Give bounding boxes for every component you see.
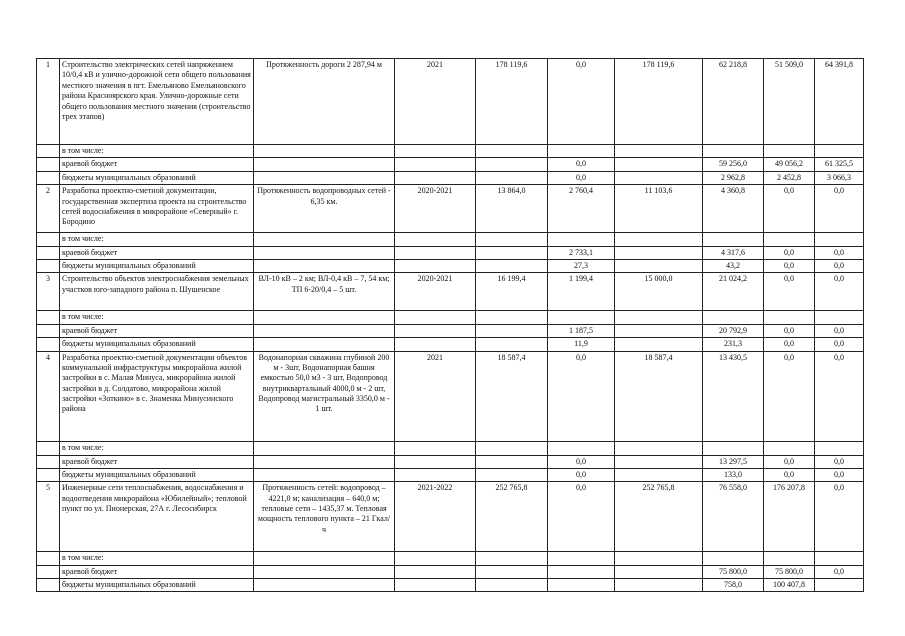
- cell-name: краевой бюджет: [60, 455, 254, 468]
- cell-value-4: [703, 233, 764, 246]
- table-row: [37, 552, 864, 565]
- cell-number: [37, 552, 60, 565]
- cell-value-2: [548, 565, 615, 578]
- cell-value-4: [703, 145, 764, 158]
- table-row: [37, 171, 864, 184]
- cell-characteristics: [254, 311, 395, 324]
- cell-characteristics: [254, 552, 395, 565]
- cell-value-5: [764, 552, 815, 565]
- cell-value-3: [615, 233, 703, 246]
- cell-name: Строительство объектов электроснабжения земельных участков юго-западного района п. Шушенское: [60, 273, 254, 311]
- cell-value-5: 2 452,8: [764, 171, 815, 184]
- cell-value-5: 0,0: [764, 185, 815, 233]
- cell-value-4: 76 558,0: [703, 482, 764, 552]
- table-row: [37, 324, 864, 337]
- cell-period: 2020-2021: [395, 273, 476, 311]
- cell-value-2: 1 199,4: [548, 273, 615, 311]
- cell-value-6: 0,0: [815, 246, 864, 259]
- cell-characteristics: [254, 441, 395, 455]
- cell-value-4: 59 256,0: [703, 158, 764, 171]
- cell-total: [476, 441, 548, 455]
- cell-value-4: [703, 552, 764, 565]
- cell-characteristics: Протяженность водопроводных сетей - 6,35 км.: [254, 185, 395, 233]
- cell-total: [476, 233, 548, 246]
- cell-number: [37, 441, 60, 455]
- cell-value-4: 4 360,8: [703, 185, 764, 233]
- cell-characteristics: [254, 158, 395, 171]
- cell-value-2: [548, 145, 615, 158]
- cell-period: 2021: [395, 351, 476, 441]
- cell-characteristics: [254, 579, 395, 592]
- cell-number: [37, 145, 60, 158]
- table-row: [37, 233, 864, 246]
- cell-period: [395, 158, 476, 171]
- cell-value-6: 0,0: [815, 565, 864, 578]
- table-row: [37, 482, 864, 552]
- table-row: [37, 185, 864, 233]
- cell-characteristics: [254, 145, 395, 158]
- cell-value-3: [615, 311, 703, 324]
- cell-period: [395, 441, 476, 455]
- cell-value-3: [615, 441, 703, 455]
- cell-value-6: [815, 233, 864, 246]
- cell-value-3: [615, 579, 703, 592]
- cell-name: бюджеты муниципальных образований: [60, 338, 254, 351]
- cell-value-2: 0,0: [548, 455, 615, 468]
- cell-value-2: 0,0: [548, 59, 615, 145]
- cell-value-5: [764, 145, 815, 158]
- cell-value-2: [548, 233, 615, 246]
- cell-value-5: 0,0: [764, 455, 815, 468]
- cell-name: краевой бюджет: [60, 246, 254, 259]
- cell-total: [476, 455, 548, 468]
- cell-number: [37, 259, 60, 272]
- cell-value-4: 2 962,8: [703, 171, 764, 184]
- budget-table: [36, 58, 864, 592]
- cell-total: [476, 324, 548, 337]
- cell-name: Разработка проектно-сметной документации объектов коммунальной инфраструктуры микрорайона жилой застройки в с. Малая Минуса, микрорайона жилой застройки в д. Солдатово, микрорайона жилой застройки «Зоткино» в с. Знаменка Минусинского района: [60, 351, 254, 441]
- cell-characteristics: [254, 233, 395, 246]
- cell-value-2: 1 187,5: [548, 324, 615, 337]
- cell-value-5: [764, 233, 815, 246]
- cell-characteristics: [254, 455, 395, 468]
- cell-value-6: 0,0: [815, 468, 864, 481]
- cell-period: 2021: [395, 59, 476, 145]
- cell-value-4: [703, 311, 764, 324]
- cell-value-3: 252 765,8: [615, 482, 703, 552]
- cell-value-2: 0,0: [548, 482, 615, 552]
- cell-value-2: 0,0: [548, 158, 615, 171]
- cell-value-6: [815, 145, 864, 158]
- cell-name: бюджеты муниципальных образований: [60, 259, 254, 272]
- cell-value-4: 13 297,5: [703, 455, 764, 468]
- cell-name: краевой бюджет: [60, 158, 254, 171]
- cell-period: [395, 171, 476, 184]
- cell-characteristics: Протяженность дороги 2 287,94 м: [254, 59, 395, 145]
- cell-value-2: 2 760,4: [548, 185, 615, 233]
- cell-period: [395, 579, 476, 592]
- cell-number: [37, 311, 60, 324]
- cell-value-5: 51 509,0: [764, 59, 815, 145]
- cell-name: бюджеты муниципальных образований: [60, 579, 254, 592]
- cell-value-2: 0,0: [548, 171, 615, 184]
- cell-value-3: [615, 455, 703, 468]
- cell-value-6: 0,0: [815, 185, 864, 233]
- cell-number: [37, 455, 60, 468]
- table-row: [37, 59, 864, 145]
- cell-value-4: [703, 441, 764, 455]
- cell-name: Строительство электрических сетей напряжением 10/0,4 кВ и улично-дорожной сети общего пользования местного значения в пгт. Емельяново Емельяновского района Красноярского края. Улично-дорожные сети общего пользования местного значения (строительство трех этапов): [60, 59, 254, 145]
- cell-period: [395, 311, 476, 324]
- cell-period: [395, 552, 476, 565]
- cell-total: [476, 552, 548, 565]
- cell-total: [476, 259, 548, 272]
- cell-name: Инженерные сети теплоснабжения, водоснабжения и водоотведения микрорайона «Юбилейный»; тепловой пункт по ул. Пионерская, 27А г. Лесосибирск: [60, 482, 254, 552]
- cell-value-5: 0,0: [764, 338, 815, 351]
- cell-value-6: 0,0: [815, 351, 864, 441]
- cell-number: [37, 579, 60, 592]
- cell-value-5: 0,0: [764, 259, 815, 272]
- cell-number: [37, 171, 60, 184]
- cell-characteristics: Водонапорная скважина глубиной 200 м - 3шт, Водонапорная башня емкостью 50,0 м3 - 3 шт, Водопровод внутриквартальный 4000,0 м - 2 шт, Водопровод магистральный 3350,0 м - 1 шт.: [254, 351, 395, 441]
- cell-period: [395, 338, 476, 351]
- cell-value-3: [615, 158, 703, 171]
- table-row: [37, 441, 864, 455]
- cell-number: [37, 468, 60, 481]
- cell-total: [476, 246, 548, 259]
- cell-number: 2: [37, 185, 60, 233]
- cell-value-6: [815, 552, 864, 565]
- cell-characteristics: Протяженность сетей: водопровод – 4221,0 м; канализация – 640,0 м; тепловые сети – 1435,37 м. Тепловая мощность теплового пункта – 21 Гкал/ч: [254, 482, 395, 552]
- table-row: [37, 338, 864, 351]
- table-row: [37, 579, 864, 592]
- cell-value-3: [615, 338, 703, 351]
- cell-total: [476, 145, 548, 158]
- cell-value-4: 758,0: [703, 579, 764, 592]
- cell-value-3: [615, 246, 703, 259]
- cell-number: 3: [37, 273, 60, 311]
- cell-value-3: [615, 468, 703, 481]
- cell-period: [395, 565, 476, 578]
- table-row: [37, 351, 864, 441]
- cell-total: [476, 468, 548, 481]
- table-row: [37, 311, 864, 324]
- cell-value-5: 0,0: [764, 324, 815, 337]
- cell-period: 2020-2021: [395, 185, 476, 233]
- cell-total: [476, 338, 548, 351]
- cell-value-4: 231,3: [703, 338, 764, 351]
- table-row: [37, 273, 864, 311]
- cell-total: 13 864,0: [476, 185, 548, 233]
- cell-value-4: 43,2: [703, 259, 764, 272]
- cell-characteristics: ВЛ-10 кВ – 2 км; ВЛ-0,4 кВ – 7, 54 км; ТП 6-20/0,4 – 5 шт.: [254, 273, 395, 311]
- cell-value-2: 2 733,1: [548, 246, 615, 259]
- cell-value-3: [615, 259, 703, 272]
- cell-value-3: [615, 145, 703, 158]
- cell-period: [395, 246, 476, 259]
- cell-characteristics: [254, 468, 395, 481]
- cell-period: [395, 259, 476, 272]
- cell-value-5: 0,0: [764, 246, 815, 259]
- cell-total: [476, 311, 548, 324]
- cell-value-2: 0,0: [548, 468, 615, 481]
- cell-value-6: [815, 579, 864, 592]
- cell-total: [476, 565, 548, 578]
- cell-value-6: 3 066,3: [815, 171, 864, 184]
- cell-period: [395, 324, 476, 337]
- cell-value-5: 176 207,8: [764, 482, 815, 552]
- table-row: [37, 455, 864, 468]
- cell-value-4: 13 430,5: [703, 351, 764, 441]
- table-row: [37, 158, 864, 171]
- cell-number: [37, 233, 60, 246]
- cell-value-6: [815, 441, 864, 455]
- cell-value-2: [548, 441, 615, 455]
- cell-name: краевой бюджет: [60, 565, 254, 578]
- cell-value-4: 20 792,9: [703, 324, 764, 337]
- cell-value-5: 100 407,8: [764, 579, 815, 592]
- cell-value-3: 178 119,6: [615, 59, 703, 145]
- cell-total: [476, 579, 548, 592]
- cell-value-6: 64 391,8: [815, 59, 864, 145]
- cell-name: в том числе:: [60, 145, 254, 158]
- cell-number: [37, 246, 60, 259]
- cell-value-4: 62 218,8: [703, 59, 764, 145]
- cell-name: Разработка проектно-сметной документации, государственная экспертиза проекта на строительство сетей водоснабжения в микрорайоне «Северный» г. Бородино: [60, 185, 254, 233]
- cell-total: [476, 171, 548, 184]
- cell-characteristics: [254, 338, 395, 351]
- cell-total: [476, 158, 548, 171]
- cell-period: [395, 455, 476, 468]
- cell-number: 5: [37, 482, 60, 552]
- cell-number: [37, 324, 60, 337]
- cell-value-2: 11,9: [548, 338, 615, 351]
- cell-characteristics: [254, 171, 395, 184]
- cell-value-2: [548, 311, 615, 324]
- cell-number: [37, 565, 60, 578]
- cell-number: [37, 158, 60, 171]
- cell-value-3: [615, 171, 703, 184]
- cell-value-5: 49 056,2: [764, 158, 815, 171]
- table-row: [37, 468, 864, 481]
- cell-name: бюджеты муниципальных образований: [60, 468, 254, 481]
- cell-value-6: 0,0: [815, 259, 864, 272]
- cell-name: краевой бюджет: [60, 324, 254, 337]
- cell-value-6: 0,0: [815, 338, 864, 351]
- cell-value-5: [764, 311, 815, 324]
- cell-value-6: 0,0: [815, 482, 864, 552]
- cell-value-6: 0,0: [815, 324, 864, 337]
- cell-name: в том числе:: [60, 311, 254, 324]
- cell-value-4: 4 317,6: [703, 246, 764, 259]
- cell-characteristics: [254, 565, 395, 578]
- cell-number: [37, 338, 60, 351]
- cell-name: бюджеты муниципальных образований: [60, 171, 254, 184]
- cell-characteristics: [254, 324, 395, 337]
- cell-characteristics: [254, 246, 395, 259]
- cell-value-2: 0,0: [548, 351, 615, 441]
- cell-total: 18 587,4: [476, 351, 548, 441]
- cell-value-5: 0,0: [764, 468, 815, 481]
- cell-value-2: 27,3: [548, 259, 615, 272]
- cell-value-5: 0,0: [764, 351, 815, 441]
- cell-name: в том числе:: [60, 552, 254, 565]
- cell-value-3: 11 103,6: [615, 185, 703, 233]
- table-row: [37, 246, 864, 259]
- cell-period: 2021-2022: [395, 482, 476, 552]
- cell-period: [395, 233, 476, 246]
- cell-value-6: 0,0: [815, 455, 864, 468]
- cell-value-3: 18 587,4: [615, 351, 703, 441]
- table-row: [37, 259, 864, 272]
- cell-total: 16 199,4: [476, 273, 548, 311]
- cell-value-3: [615, 552, 703, 565]
- cell-value-4: 75 800,0: [703, 565, 764, 578]
- cell-value-5: 75 800,0: [764, 565, 815, 578]
- cell-value-6: [815, 311, 864, 324]
- cell-total: 178 119,6: [476, 59, 548, 145]
- cell-total: 252 765,8: [476, 482, 548, 552]
- cell-number: 1: [37, 59, 60, 145]
- table-row: [37, 145, 864, 158]
- cell-period: [395, 145, 476, 158]
- cell-value-5: [764, 441, 815, 455]
- cell-characteristics: [254, 259, 395, 272]
- cell-value-3: [615, 565, 703, 578]
- cell-period: [395, 468, 476, 481]
- cell-value-3: [615, 324, 703, 337]
- cell-value-5: 0,0: [764, 273, 815, 311]
- cell-value-2: [548, 552, 615, 565]
- cell-value-3: 15 000,0: [615, 273, 703, 311]
- cell-name: в том числе:: [60, 441, 254, 455]
- cell-value-4: 133,0: [703, 468, 764, 481]
- cell-value-6: 0,0: [815, 273, 864, 311]
- cell-number: 4: [37, 351, 60, 441]
- table-row: [37, 565, 864, 578]
- cell-value-4: 21 024,2: [703, 273, 764, 311]
- cell-value-2: [548, 579, 615, 592]
- cell-name: в том числе:: [60, 233, 254, 246]
- cell-value-6: 61 325,5: [815, 158, 864, 171]
